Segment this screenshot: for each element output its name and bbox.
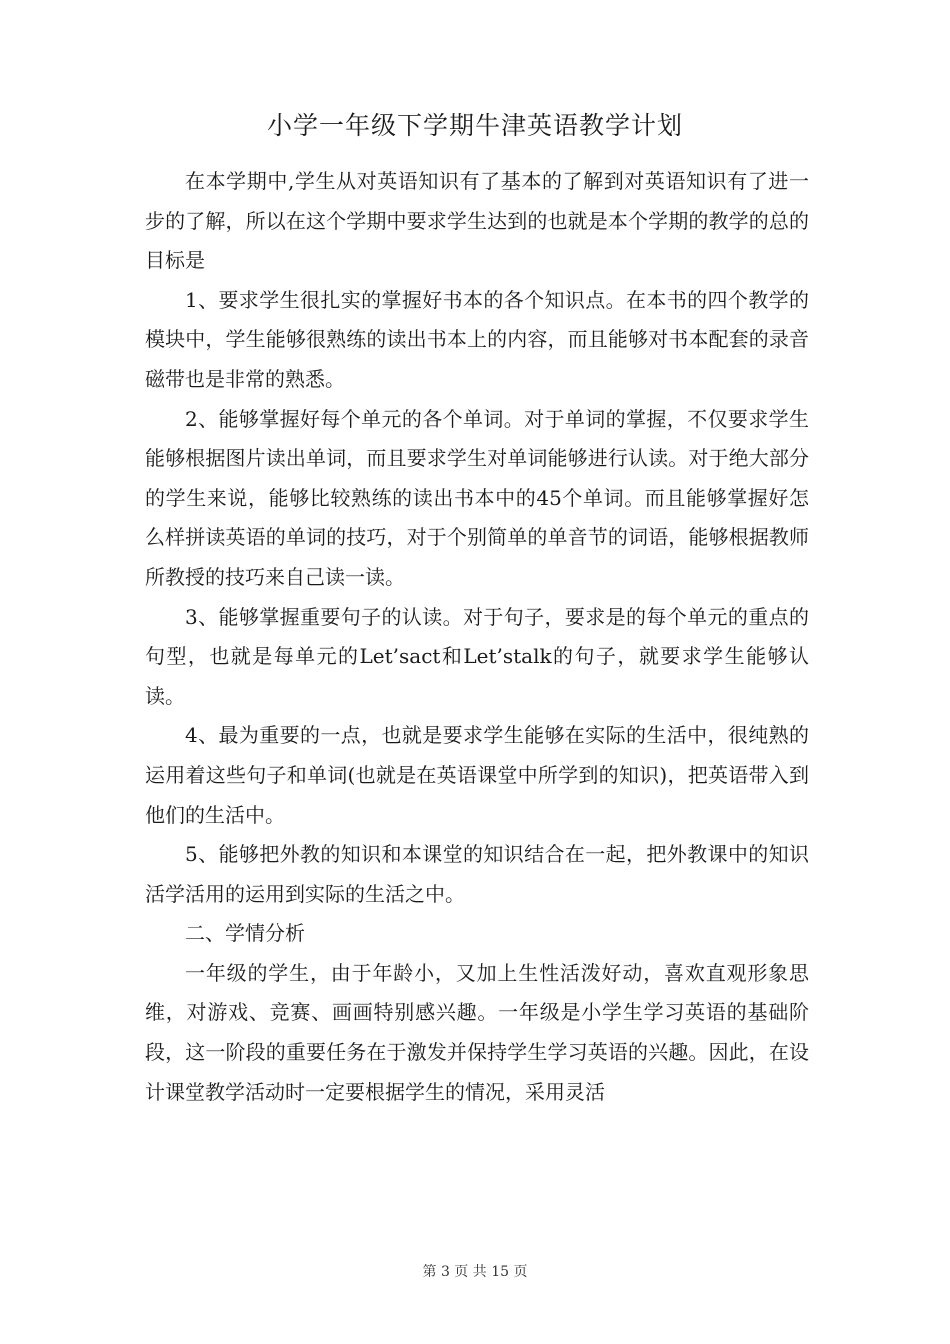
- goal-item-5-paragraph: 5、能够把外教的知识和本课堂的知识结合在一起，把外教课中的知识活学活用的运用到实际的生活之中。: [145, 842, 809, 906]
- analysis-paragraph: 一年级的学生，由于年龄小，又加上生性活泼好动，喜欢直观形象思维，对游戏、竞赛、画画特别感兴趣。一年级是小学生学习英语的基础阶段，这一阶段的重要任务在于激发并保持学生学习英语的兴趣。因此，在设计课堂教学活动时一定要根据学生的情况，采用灵活: [145, 960, 809, 1104]
- goal-item-1-paragraph: 1、要求学生很扎实的掌握好书本的各个知识点。在本书的四个教学的模块中，学生能够很熟练的读出书本上的内容，而且能够对书本配套的录音磁带也是非常的熟悉。: [145, 287, 809, 391]
- goal-item-2-paragraph: 2、能够掌握好每个单元的各个单词。对于单词的掌握，不仅要求学生能够根据图片读出单词，而且要求学生对单词能够进行认读。对于绝大部分的学生来说，能够比较熟练的读出书本中的45个单词。而且能够掌握好怎么样拼读英语的单词的技巧，对于个别简单的单音节的词语，能够根据教师所教授的技巧来自己读一读。: [145, 406, 809, 589]
- page-number-footer: 第 3 页 共 15 页: [422, 1264, 528, 1280]
- section-heading: 二、学情分析: [185, 921, 305, 946]
- document-body: [145, 162, 809, 1112]
- goal-item-3-paragraph: 3、能够掌握重要句子的认读。对于句子，要求是的每个单元的重点的句型，也就是每单元的Let’sact和Let’stalk的句子，就要求学生能够认读。: [145, 604, 809, 708]
- goal-item-4-paragraph: 4、最为重要的一点，也就是要求学生能够在实际的生活中，很纯熟的运用着这些句子和单词(也就是在英语课堂中所学到的知识)，把英语带入到他们的生活中。: [145, 723, 809, 827]
- intro-paragraph: 在本学期中,学生从对英语知识有了基本的了解到对英语知识有了进一步的了解，所以在这个学期中要求学生达到的也就是本个学期的教学的总的目标是: [145, 169, 809, 273]
- document-title: 小学一年级下学期牛津英语教学计划: [266, 111, 683, 140]
